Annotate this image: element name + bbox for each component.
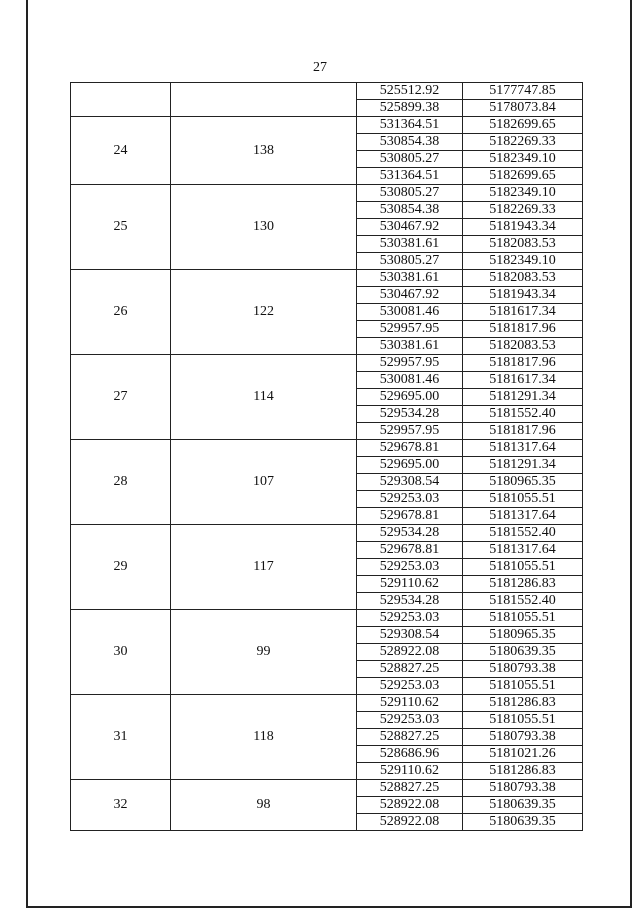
y-coordinate-cell: 5181291.34 <box>463 457 583 474</box>
x-coordinate-cell: 528827.25 <box>357 661 463 678</box>
x-coordinate-cell: 525899.38 <box>357 100 463 117</box>
parcel-id-cell: 32 <box>71 780 171 831</box>
y-coordinate-cell: 5181317.64 <box>463 508 583 525</box>
coordinate-table <box>70 82 583 831</box>
y-coordinate-cell: 5181291.34 <box>463 389 583 406</box>
x-coordinate-cell: 529534.28 <box>357 525 463 542</box>
x-coordinate-cell: 529110.62 <box>357 763 463 780</box>
parcel-area-cell: 118 <box>171 695 357 780</box>
table-body <box>71 83 583 831</box>
x-coordinate-cell: 530381.61 <box>357 236 463 253</box>
x-coordinate-cell: 529253.03 <box>357 610 463 627</box>
parcel-area-cell: 138 <box>171 117 357 185</box>
x-coordinate-cell: 529308.54 <box>357 627 463 644</box>
x-coordinate-cell: 529957.95 <box>357 423 463 440</box>
parcel-id-cell: 24 <box>71 117 171 185</box>
table-row <box>71 780 583 797</box>
y-coordinate-cell: 5181817.96 <box>463 355 583 372</box>
x-coordinate-cell: 529678.81 <box>357 440 463 457</box>
y-coordinate-cell: 5181317.64 <box>463 440 583 457</box>
parcel-id-cell: 28 <box>71 440 171 525</box>
y-coordinate-cell: 5181055.51 <box>463 559 583 576</box>
x-coordinate-cell: 529957.95 <box>357 355 463 372</box>
x-coordinate-cell: 530805.27 <box>357 253 463 270</box>
y-coordinate-cell: 5182269.33 <box>463 134 583 151</box>
x-coordinate-cell: 529695.00 <box>357 457 463 474</box>
y-coordinate-cell: 5182349.10 <box>463 151 583 168</box>
y-coordinate-cell: 5180793.38 <box>463 780 583 797</box>
parcel-id-cell: 30 <box>71 610 171 695</box>
x-coordinate-cell: 530081.46 <box>357 372 463 389</box>
parcel-area-cell: 99 <box>171 610 357 695</box>
y-coordinate-cell: 5180639.35 <box>463 814 583 831</box>
y-coordinate-cell: 5181617.34 <box>463 304 583 321</box>
x-coordinate-cell: 529957.95 <box>357 321 463 338</box>
table-row <box>71 185 583 202</box>
page-number: 27 <box>313 60 327 75</box>
y-coordinate-cell: 5181817.96 <box>463 423 583 440</box>
y-coordinate-cell: 5181055.51 <box>463 610 583 627</box>
table-row <box>71 83 583 100</box>
x-coordinate-cell: 529253.03 <box>357 712 463 729</box>
parcel-area-cell: 117 <box>171 525 357 610</box>
table-row <box>71 440 583 457</box>
x-coordinate-cell: 530805.27 <box>357 151 463 168</box>
y-coordinate-cell: 5181552.40 <box>463 593 583 610</box>
y-coordinate-cell: 5181021.26 <box>463 746 583 763</box>
y-coordinate-cell: 5181617.34 <box>463 372 583 389</box>
table-row <box>71 610 583 627</box>
y-coordinate-cell: 5182349.10 <box>463 185 583 202</box>
parcel-id-cell: 25 <box>71 185 171 270</box>
y-coordinate-cell: 5181286.83 <box>463 576 583 593</box>
x-coordinate-cell: 529308.54 <box>357 474 463 491</box>
x-coordinate-cell: 531364.51 <box>357 117 463 134</box>
y-coordinate-cell: 5181286.83 <box>463 695 583 712</box>
x-coordinate-cell: 529695.00 <box>357 389 463 406</box>
parcel-id-cell: 31 <box>71 695 171 780</box>
y-coordinate-cell: 5181817.96 <box>463 321 583 338</box>
x-coordinate-cell: 530467.92 <box>357 219 463 236</box>
parcel-area-cell: 114 <box>171 355 357 440</box>
y-coordinate-cell: 5180965.35 <box>463 627 583 644</box>
y-coordinate-cell: 5180793.38 <box>463 729 583 746</box>
y-coordinate-cell: 5181055.51 <box>463 712 583 729</box>
x-coordinate-cell: 528922.08 <box>357 797 463 814</box>
parcel-area-cell: 98 <box>171 780 357 831</box>
x-coordinate-cell: 529678.81 <box>357 542 463 559</box>
y-coordinate-cell: 5181552.40 <box>463 406 583 423</box>
x-coordinate-cell: 528922.08 <box>357 814 463 831</box>
x-coordinate-cell: 528686.96 <box>357 746 463 763</box>
y-coordinate-cell: 5182699.65 <box>463 168 583 185</box>
x-coordinate-cell: 530467.92 <box>357 287 463 304</box>
y-coordinate-cell: 5180793.38 <box>463 661 583 678</box>
table-row <box>71 695 583 712</box>
y-coordinate-cell: 5182349.10 <box>463 253 583 270</box>
x-coordinate-cell: 528827.25 <box>357 780 463 797</box>
parcel-area-cell <box>171 83 357 117</box>
x-coordinate-cell: 530854.38 <box>357 202 463 219</box>
parcel-id-cell <box>71 83 171 117</box>
y-coordinate-cell: 5182083.53 <box>463 270 583 287</box>
x-coordinate-cell: 530081.46 <box>357 304 463 321</box>
y-coordinate-cell: 5181055.51 <box>463 491 583 508</box>
x-coordinate-cell: 528827.25 <box>357 729 463 746</box>
y-coordinate-cell: 5181317.64 <box>463 542 583 559</box>
x-coordinate-cell: 530381.61 <box>357 270 463 287</box>
parcel-id-cell: 26 <box>71 270 171 355</box>
table-row <box>71 525 583 542</box>
x-coordinate-cell: 529253.03 <box>357 678 463 695</box>
y-coordinate-cell: 5181552.40 <box>463 525 583 542</box>
x-coordinate-cell: 530805.27 <box>357 185 463 202</box>
x-coordinate-cell: 529110.62 <box>357 576 463 593</box>
x-coordinate-cell: 529110.62 <box>357 695 463 712</box>
x-coordinate-cell: 530854.38 <box>357 134 463 151</box>
y-coordinate-cell: 5182083.53 <box>463 338 583 355</box>
x-coordinate-cell: 531364.51 <box>357 168 463 185</box>
y-coordinate-cell: 5180639.35 <box>463 797 583 814</box>
parcel-id-cell: 27 <box>71 355 171 440</box>
table-row <box>71 270 583 287</box>
y-coordinate-cell: 5180639.35 <box>463 644 583 661</box>
table-row <box>71 117 583 134</box>
parcel-area-cell: 130 <box>171 185 357 270</box>
parcel-id-cell: 29 <box>71 525 171 610</box>
y-coordinate-cell: 5181286.83 <box>463 763 583 780</box>
x-coordinate-cell: 529534.28 <box>357 593 463 610</box>
y-coordinate-cell: 5182083.53 <box>463 236 583 253</box>
parcel-area-cell: 122 <box>171 270 357 355</box>
x-coordinate-cell: 530381.61 <box>357 338 463 355</box>
y-coordinate-cell: 5181055.51 <box>463 678 583 695</box>
y-coordinate-cell: 5181943.34 <box>463 287 583 304</box>
x-coordinate-cell: 528922.08 <box>357 644 463 661</box>
x-coordinate-cell: 525512.92 <box>357 83 463 100</box>
y-coordinate-cell: 5178073.84 <box>463 100 583 117</box>
x-coordinate-cell: 529253.03 <box>357 491 463 508</box>
x-coordinate-cell: 529678.81 <box>357 508 463 525</box>
y-coordinate-cell: 5181943.34 <box>463 219 583 236</box>
parcel-area-cell: 107 <box>171 440 357 525</box>
y-coordinate-cell: 5182699.65 <box>463 117 583 134</box>
y-coordinate-cell: 5180965.35 <box>463 474 583 491</box>
table-row <box>71 355 583 372</box>
x-coordinate-cell: 529534.28 <box>357 406 463 423</box>
x-coordinate-cell: 529253.03 <box>357 559 463 576</box>
y-coordinate-cell: 5182269.33 <box>463 202 583 219</box>
y-coordinate-cell: 5177747.85 <box>463 83 583 100</box>
